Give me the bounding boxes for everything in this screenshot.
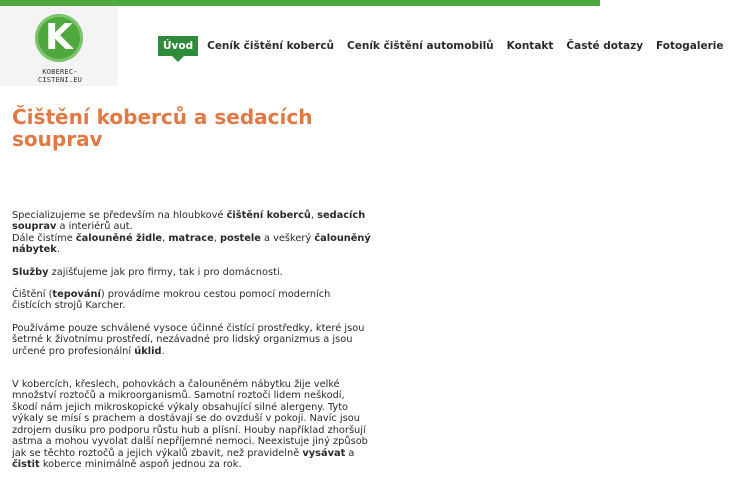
text: V kobercích, křeslech, pohovkách a čalouněném nábytku žije velké množství roztočů a mikroorganismů. Samotní roztoči lidem neškodí, škodí nám jejich mikroskopické výkaly obsahující silné alergeny. Tyto výkaly se mísí s prachem a dostávají se do ovzduší v pokoji. Navíc jsou zdrojem dusíku pro podporu růstu hub a plísní. Houby například zhoršují astma a mohou vyvolat další nepříjemné nemoci. Neexistuje jiný způsob jak se těchto roztočů a jejich výkalů zbavit, než pravidelně (12, 379, 368, 459)
nav-item-cenik-koberce[interactable]: Ceník čištění koberců (207, 40, 335, 52)
text: Dále čistíme (12, 232, 76, 244)
text-bold: čalouněné židle (75, 232, 163, 244)
text-bold: čalouněný nábytek (12, 232, 371, 256)
text: Čištění ( (12, 289, 53, 301)
intro-paragraph (12, 210, 372, 256)
page-title (12, 106, 582, 150)
text: a interiérů aut. (56, 221, 133, 233)
text-bold: čištění koberců (226, 210, 311, 221)
main-navigation (158, 34, 733, 58)
services-paragraph (12, 267, 372, 278)
cleaning-agents-paragraph (12, 323, 372, 357)
mites-paragraph (12, 379, 372, 470)
nav-item-uvod[interactable]: Úvod (158, 36, 198, 56)
text-bold: tepování (52, 289, 101, 301)
site-logo[interactable] (30, 14, 90, 84)
nav-item-kontakt[interactable]: Kontakt (506, 40, 554, 52)
nav-item-fotogalerie[interactable]: Fotogalerie (656, 40, 724, 52)
page-title-line1: Čištění koberců a sedacích (12, 105, 313, 129)
text-bold: matrace (168, 232, 214, 244)
text: a (345, 447, 355, 459)
article-body (12, 210, 372, 470)
text: . (161, 345, 165, 357)
text: , (162, 232, 169, 244)
nav-item-cenik-automobily[interactable]: Ceník čištění automobilů (347, 40, 494, 52)
text: a veškerý (260, 232, 315, 244)
logo-domain-text: KOBEREC-CISTENI.EU (37, 68, 83, 84)
nav-item-caste-dotazy[interactable]: Časté dotazy (566, 40, 644, 52)
text: , (213, 232, 220, 244)
text-bold: postele (219, 232, 261, 244)
main-content (12, 106, 582, 481)
text-bold: sedacích souprav (12, 210, 366, 233)
text: Specializujeme se především na hloubkové (12, 210, 227, 221)
logo-letter: K (45, 17, 73, 58)
text-bold: Služby (12, 266, 49, 278)
text: ) provádíme mokrou cestou pomocí moderních čistících strojů Karcher. (12, 289, 331, 312)
cleaning-method-paragraph (12, 289, 372, 312)
text-bold: čistit (12, 458, 40, 470)
page-title-line2: souprav (12, 127, 103, 151)
text: Používáme pouze schválené vysoce účinné čistící prostředky, které jsou šetrné k životnímu prostředí, nezávadné pro lidský organizmus a jsou určené pro profesionální (12, 322, 365, 357)
text: , (310, 210, 318, 221)
text: koberce minimálně aspoň jednou za rok. (39, 458, 242, 470)
text: zajišťujeme jak pro firmy, tak i pro domácnosti. (48, 266, 283, 278)
text-bold: vysávat (302, 447, 346, 459)
text: . (56, 244, 60, 256)
text-bold: úklid (134, 345, 162, 357)
